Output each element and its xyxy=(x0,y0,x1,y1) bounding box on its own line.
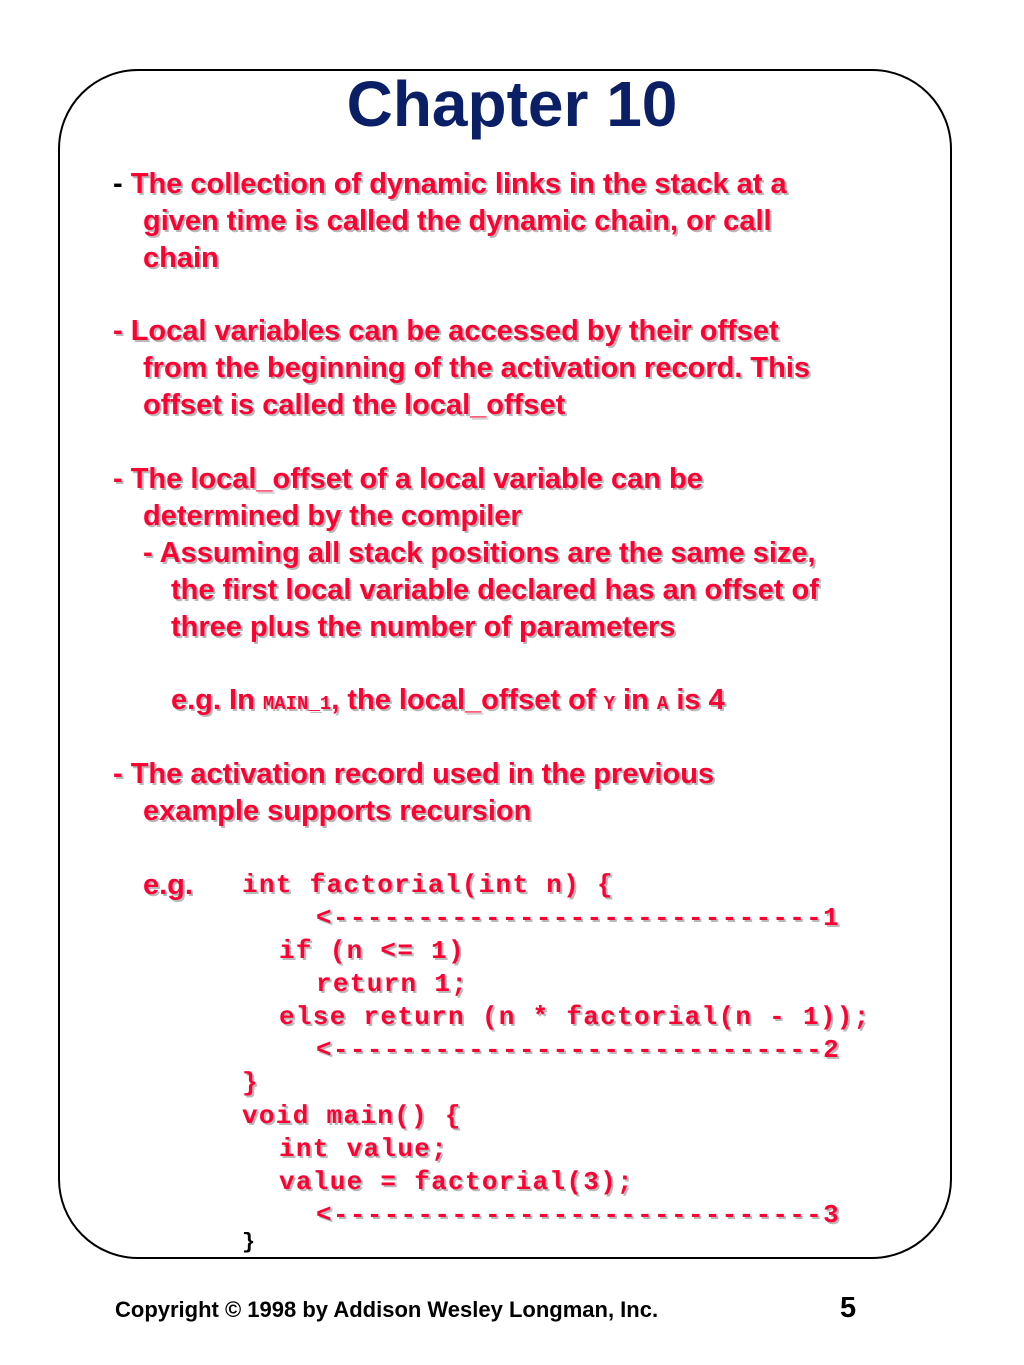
example-1-main: MAIN_1 xyxy=(262,693,332,715)
bullet-2-line-1: - Local variables can be accessed by their offset xyxy=(113,315,779,347)
sub-bullet-line-1: - Assuming all stack positions are the same size, xyxy=(143,537,816,569)
example-1-prefix: e.g. In xyxy=(171,684,263,716)
code-label: e.g. xyxy=(143,869,193,901)
code-line-11: <-----------------------------3 xyxy=(316,1200,840,1230)
slide-title: Chapter 10 xyxy=(346,68,678,140)
code-line-10: value = factorial(3); xyxy=(279,1167,634,1197)
code-line-2: <-----------------------------1 xyxy=(316,903,840,933)
code-line-6: <-----------------------------2 xyxy=(316,1035,840,1065)
example-1-suffix: is 4 xyxy=(668,684,725,716)
code-line-9: int value; xyxy=(279,1134,449,1164)
code-line-12: } xyxy=(242,1230,257,1255)
bullet-3-line-2: determined by the compiler xyxy=(143,500,522,532)
sub-bullet-line-3: three plus the number of parameters xyxy=(171,611,676,643)
sub-bullet-line-2: the first local variable declared has an offset of xyxy=(171,574,819,606)
example-1-a: A xyxy=(656,693,669,715)
code-line-4: return 1; xyxy=(316,969,469,999)
example-1-mid2: in xyxy=(615,684,657,716)
bullet-4-line-1: - The activation record used in the previous xyxy=(113,758,715,790)
bullet-1-line-1 xyxy=(113,166,787,202)
bullet-1-text: The collection of dynamic links in the stack at a xyxy=(130,168,787,200)
bullet-1-line-2: given time is called the dynamic chain, or call xyxy=(143,205,772,237)
code-line-5: else return (n * factorial(n - 1)); xyxy=(279,1002,871,1032)
bullet-3-line-1: - The local_offset of a local variable can be xyxy=(113,463,703,495)
bullet-1-dash: - xyxy=(113,168,123,200)
bullet-1-line-3: chain xyxy=(143,242,219,274)
code-line-7: } xyxy=(242,1068,259,1098)
example-1-y: Y xyxy=(603,693,615,715)
example-1-mid1: , the local_offset of xyxy=(331,684,604,716)
footer-copyright: Copyright © 1998 by Addison Wesley Longman, Inc. xyxy=(115,1297,659,1322)
page-number: 5 xyxy=(840,1292,857,1324)
code-line-8: void main() { xyxy=(242,1101,462,1131)
bullet-2-line-2: from the beginning of the activation record. This xyxy=(143,352,811,384)
bullet-2-line-3: offset is called the local_offset xyxy=(143,389,566,421)
code-line-1: int factorial(int n) { xyxy=(242,870,614,900)
code-line-3: if (n <= 1) xyxy=(279,936,465,966)
example-1 xyxy=(171,682,725,722)
bullet-4-line-2: example supports recursion xyxy=(143,795,532,827)
